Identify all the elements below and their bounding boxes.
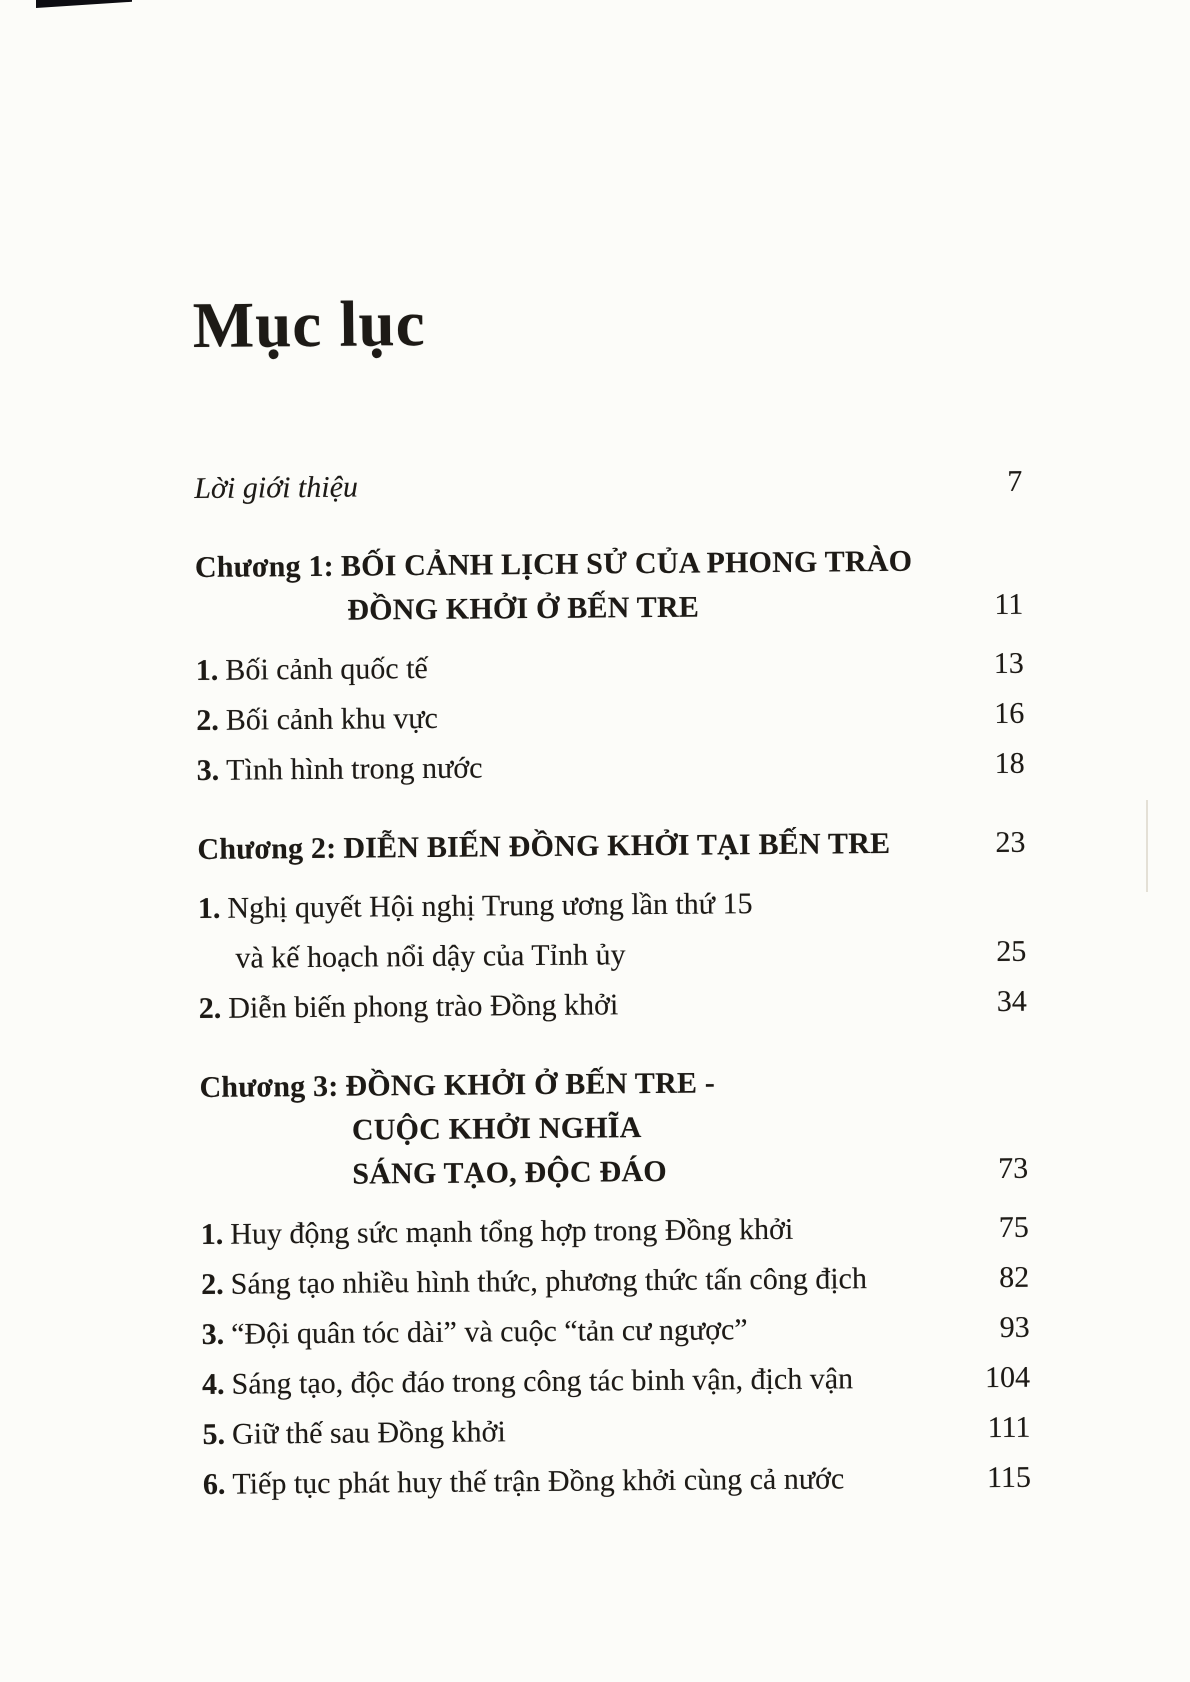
entry-text: Sáng tạo, độc đáo trong công tác binh vận, địch vận	[231, 1362, 854, 1401]
entry-text: Nghị quyết Hội nghị Trung ương lần thứ 15	[227, 887, 753, 925]
toc-item	[202, 1403, 1030, 1460]
page-number: 104	[984, 1360, 1031, 1395]
entry-line	[196, 689, 944, 746]
entry-line	[201, 1303, 949, 1360]
entry-text-column	[198, 877, 947, 984]
entry-line: ĐỒNG KHỞI Ở BẾN TRE	[347, 590, 700, 627]
toc-item	[199, 977, 1027, 1034]
entry-text: Bối cảnh quốc tế	[225, 651, 428, 687]
page-number: 111	[987, 1410, 1031, 1445]
toc-item	[196, 639, 1024, 696]
page-number: 73	[998, 1151, 1029, 1185]
page-number: 93	[999, 1310, 1030, 1344]
page-title: Mục lục	[192, 287, 426, 362]
entry-text: DIỄN BIẾN ĐỒNG KHỞI TẠI BẾN TRE	[343, 826, 891, 865]
entry-line	[197, 821, 945, 872]
item-number: 2.	[201, 1267, 224, 1301]
page-number: 11	[994, 587, 1024, 622]
toc-item	[201, 1303, 1029, 1360]
item-number: 2.	[196, 703, 219, 737]
entry-text: Tình hình trong nước	[226, 751, 483, 787]
entry-text: Huy động sức mạnh tổng hợp trong Đồng khởi	[230, 1212, 794, 1251]
entry-line	[197, 739, 945, 796]
entry-text-column	[195, 539, 944, 634]
scan-artifact-wedge	[36, 0, 132, 8]
chapter-label: Chương 2:	[197, 831, 337, 866]
item-number: 6.	[202, 1467, 226, 1501]
entry-text-column	[199, 977, 947, 1034]
chapter-label: Chương 1:	[194, 549, 335, 584]
entry-line	[203, 1453, 951, 1510]
entry-line	[202, 1353, 950, 1410]
chapter-heading	[195, 539, 1024, 634]
entry-text: Sáng tạo nhiều hình thức, phương thức tấn công địch	[230, 1262, 868, 1301]
entry-text-column	[202, 1403, 950, 1460]
entry-text-column	[203, 1453, 951, 1510]
page-number: 7	[1007, 464, 1023, 498]
entry-text: Giữ thế sau Đồng khởi	[231, 1415, 506, 1451]
entry-line: CUỘC KHỞI NGHĨA	[351, 1111, 642, 1147]
toc-item	[198, 877, 1027, 984]
toc-item	[202, 1353, 1030, 1410]
entry-text-column	[201, 1253, 949, 1310]
chapter-label: Chương 3:	[199, 1069, 339, 1104]
toc-item	[197, 739, 1025, 796]
page-number: 115	[986, 1460, 1032, 1495]
entry-text-column	[197, 821, 945, 872]
entry-line	[201, 1203, 949, 1260]
entry-line	[199, 1059, 947, 1110]
chapter-heading	[197, 821, 1025, 872]
page-number: 18	[994, 746, 1025, 781]
toc-item	[201, 1203, 1029, 1260]
chapter-heading	[199, 1059, 1028, 1198]
entry-text: Lời giới thiệu	[194, 470, 359, 505]
page-number: 13	[993, 646, 1024, 681]
item-number: 1.	[195, 653, 219, 687]
toc-list	[194, 457, 1031, 1510]
page-number: 82	[999, 1260, 1030, 1294]
entry-text-column	[197, 739, 945, 796]
entry-text-column	[202, 1353, 950, 1410]
entry-text-column	[201, 1203, 949, 1260]
item-number: 3.	[196, 753, 220, 787]
page-number: 34	[996, 984, 1027, 1018]
entry-text-column	[194, 457, 942, 514]
entry-line	[201, 1253, 949, 1310]
page-number: 23	[995, 825, 1026, 860]
entry-text: Bối cảnh khu vực	[225, 701, 438, 737]
entry-text: ĐỒNG KHỞI Ở BẾN TRE -	[345, 1066, 716, 1103]
intro-entry	[194, 457, 1022, 514]
entry-text: Diễn biến phong trào Đồng khởi	[228, 988, 619, 1025]
entry-line	[198, 877, 946, 934]
item-number: 3.	[201, 1317, 225, 1351]
toc-item	[203, 1453, 1031, 1510]
entry-text: Tiếp tục phát huy thế trận Đồng khởi cùng cả nước	[232, 1462, 845, 1501]
item-number: 4.	[201, 1367, 225, 1401]
item-number: 2.	[198, 991, 222, 1025]
entry-line	[195, 539, 943, 590]
entry-text: BỐI CẢNH LỊCH SỬ CỦA PHONG TRÀO	[340, 544, 913, 583]
item-number: 5.	[202, 1417, 226, 1451]
entry-line	[194, 457, 942, 514]
entry-text-column	[196, 639, 944, 696]
entry-line	[199, 977, 947, 1034]
entry-text-column	[196, 689, 944, 746]
scan-artifact-line	[1146, 800, 1148, 892]
page-number: 25	[996, 934, 1027, 968]
entry-line: và kế hoạch nổi dậy của Tỉnh ủy	[235, 938, 626, 975]
item-number: 1.	[197, 891, 221, 925]
toc-item	[201, 1253, 1029, 1310]
entry-line: SÁNG TẠO, ĐỘC ĐÁO	[352, 1154, 667, 1191]
entry-line	[196, 639, 944, 696]
entry-text-column	[199, 1059, 948, 1198]
toc-item	[196, 689, 1024, 746]
entry-text-column	[201, 1303, 949, 1360]
entry-text: “Đội quân tóc dài” và cuộc “tản cư ngược”	[231, 1313, 748, 1351]
page-number: 75	[998, 1210, 1029, 1244]
item-number: 1.	[200, 1217, 224, 1251]
entry-line	[202, 1403, 950, 1460]
page-number: 16	[994, 696, 1025, 731]
